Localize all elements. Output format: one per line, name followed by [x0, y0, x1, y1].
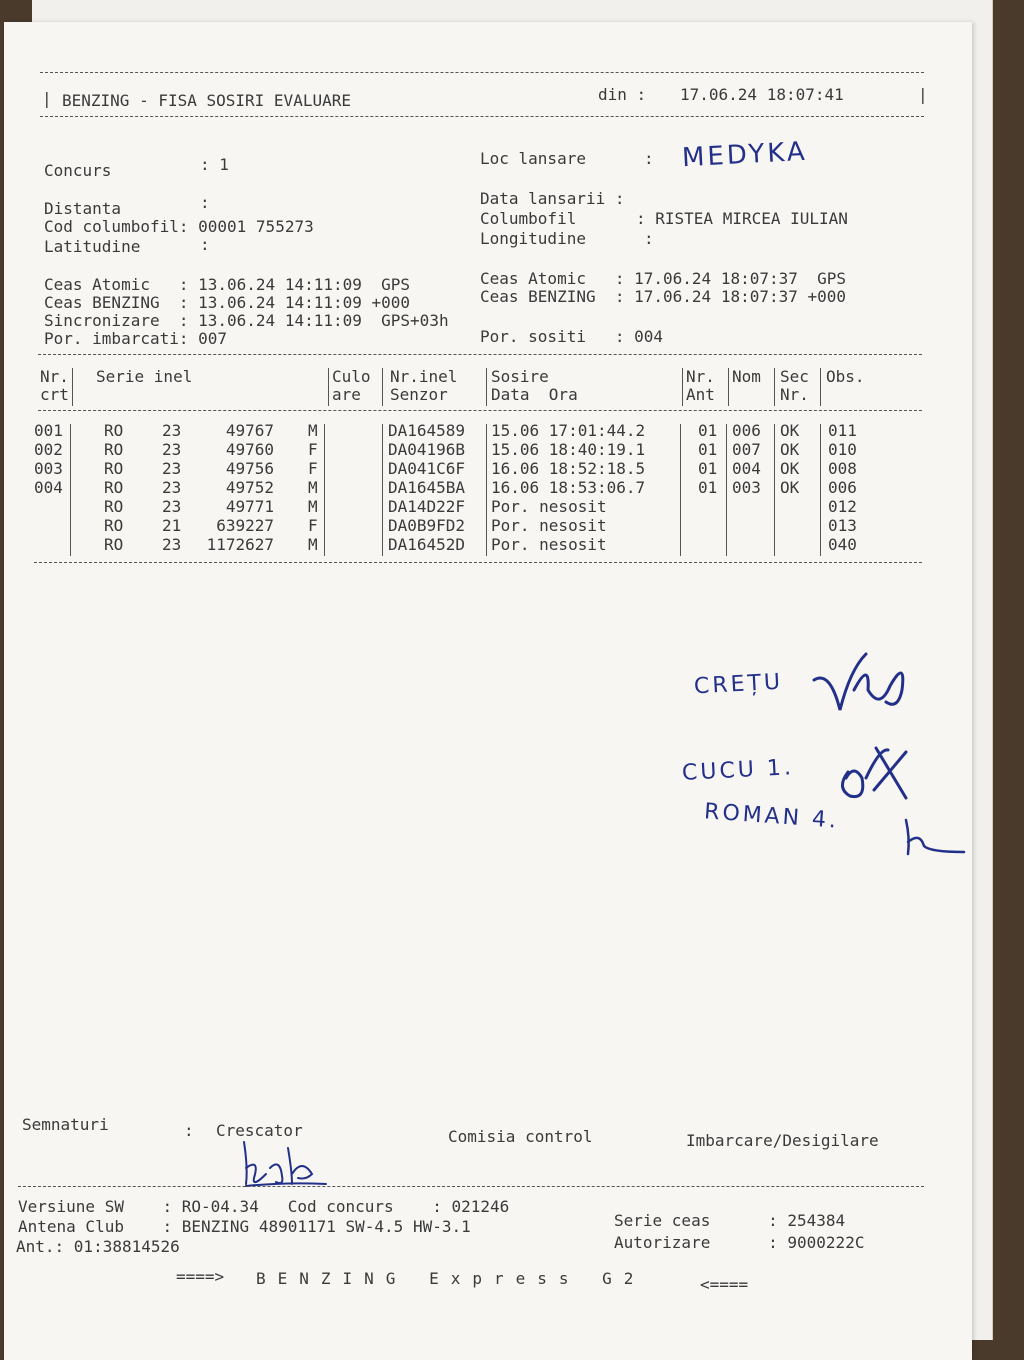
cell-sex: M	[308, 535, 318, 554]
col-separator	[382, 368, 383, 406]
report-datetime: 17.06.24 18:07:41	[680, 85, 844, 104]
cell-nom: 006	[732, 421, 761, 440]
columbofil-label: Columbofil	[480, 209, 577, 228]
cell-country: RO	[104, 535, 124, 554]
cell-obs: 006	[828, 478, 857, 497]
crescator-label: Crescator	[216, 1121, 303, 1140]
handwritten-note-roman: ROMAN 4.	[703, 799, 840, 834]
loc-lansare-label: Loc lansare	[480, 149, 586, 168]
col-header-culoare: Culo	[332, 367, 371, 386]
col-header-sosire: Sosire	[491, 367, 549, 386]
cell-year: 23	[162, 421, 182, 440]
concurs-value: : 1	[200, 155, 229, 174]
printout-sheet	[4, 22, 972, 1360]
col-header-nr: Nr.	[40, 367, 69, 386]
cell-sensor: DA04196B	[388, 440, 466, 459]
col-separator	[382, 424, 383, 556]
cell-sec: OK	[780, 459, 800, 478]
banner-text: BENZING Express G2	[256, 1269, 646, 1288]
serie-ceas-line: Serie ceas : 254384	[614, 1211, 846, 1230]
col-separator	[774, 368, 775, 406]
cell-country: RO	[104, 497, 124, 516]
signature-cucu	[836, 738, 926, 808]
cell-country: RO	[104, 516, 124, 535]
banner-arrow-left: ====>	[176, 1267, 225, 1286]
col-separator	[70, 424, 71, 556]
concurs-label: Concurs	[44, 161, 112, 180]
col-header-ant2: Ant	[686, 385, 715, 404]
cell-sosire: 16.06 18:52:18.5	[491, 459, 646, 478]
col-separator	[324, 424, 325, 556]
cell-year: 21	[162, 516, 182, 535]
cell-country: RO	[104, 440, 124, 459]
ceas-benzing-end: Ceas BENZING : 17.06.24 18:07:37 +000	[480, 287, 847, 306]
col-separator	[774, 424, 775, 556]
col-separator	[728, 368, 729, 406]
divider	[18, 1186, 924, 1187]
cell-sex: M	[308, 497, 318, 516]
cell-year: 23	[162, 535, 182, 554]
cell-ring: 639227	[216, 516, 274, 535]
cell-ring: 49752	[225, 478, 274, 497]
data-lansarii-label: Data lansarii :	[480, 189, 625, 208]
header-bar-right: |	[918, 85, 928, 104]
col-header-crt: crt	[40, 385, 69, 404]
latitudine-sep: :	[200, 235, 210, 254]
cell-obs: 013	[828, 516, 857, 535]
cell-year: 23	[162, 497, 182, 516]
cell-ant: 01	[698, 459, 718, 478]
divider	[38, 354, 922, 355]
col-separator	[682, 368, 683, 406]
col-header-are: are	[332, 385, 361, 404]
cell-sensor: DA041C6F	[388, 459, 466, 478]
cell-year: 23	[162, 478, 182, 497]
ant-line: Ant.: 01:38814526	[16, 1237, 180, 1256]
cell-sosire: Por. nesosit	[491, 497, 607, 516]
cell-ant: 01	[698, 440, 718, 459]
col-header-nr-inel: Nr.inel	[390, 367, 458, 386]
cell-obs: 012	[828, 497, 857, 516]
cell-sex: F	[308, 459, 318, 478]
longitudine-label: Longitudine	[480, 229, 586, 248]
cell-ring: 49756	[225, 459, 274, 478]
cell-year: 23	[162, 440, 182, 459]
cell-sensor: DA164589	[388, 421, 466, 440]
cell-crt: 003	[34, 459, 63, 478]
signature-roman	[900, 818, 970, 864]
col-header-obs: Obs.	[826, 367, 865, 386]
por-imbarcati: Por. imbarcati: 007	[44, 329, 228, 348]
cell-sex: M	[308, 478, 318, 497]
cell-sex: F	[308, 440, 318, 459]
handwritten-note-cucu: CUCU 1.	[681, 755, 795, 786]
cell-sensor: DA0B9FD2	[388, 516, 466, 535]
col-header-ant: Nr.	[686, 367, 715, 386]
col-separator	[820, 424, 821, 556]
cell-sec: OK	[780, 478, 800, 497]
ceas-atomic-start: Ceas Atomic : 13.06.24 14:11:09 GPS	[44, 275, 411, 294]
cell-ant: 01	[698, 478, 718, 497]
divider	[38, 410, 922, 411]
semnaturi-sep: :	[184, 1121, 194, 1140]
distanta-sep: :	[200, 193, 210, 212]
cell-sec: OK	[780, 440, 800, 459]
semnaturi-label: Semnaturi	[22, 1115, 109, 1134]
cell-sex: F	[308, 516, 318, 535]
banner-arrow-right: <====	[700, 1275, 749, 1294]
cell-obs: 011	[828, 421, 857, 440]
cell-year: 23	[162, 459, 182, 478]
col-separator	[486, 368, 487, 406]
columbofil-value: : RISTEA MIRCEA IULIAN	[636, 209, 848, 228]
col-header-nr2: Nr.	[780, 385, 809, 404]
col-separator	[72, 368, 73, 406]
antena-line: Antena Club : BENZING 48901171 SW-4.5 HW-3.1	[18, 1217, 471, 1236]
col-header-nom: Nom	[732, 367, 761, 386]
autorizare-line: Autorizare : 9000222C	[614, 1233, 865, 1252]
cell-sensor: DA14D22F	[388, 497, 466, 516]
sincronizare: Sincronizare : 13.06.24 14:11:09 GPS+03h	[44, 311, 449, 330]
cell-sosire: 15.06 18:40:19.1	[491, 440, 646, 459]
col-header-senzor: Senzor	[390, 385, 448, 404]
cell-obs: 010	[828, 440, 857, 459]
cell-ring: 49771	[225, 497, 274, 516]
cell-sosire: Por. nesosit	[491, 535, 607, 554]
cell-sex: M	[308, 421, 318, 440]
loc-lansare-sep: :	[644, 149, 654, 168]
cell-sensor: DA16452D	[388, 535, 466, 554]
longitudine-sep: :	[644, 229, 654, 248]
handwritten-note-cretu: CREȚU	[693, 669, 784, 700]
cell-ring: 49767	[225, 421, 274, 440]
din-label: din :	[598, 85, 647, 104]
cell-sensor: DA1645BA	[388, 478, 466, 497]
cell-country: RO	[104, 459, 124, 478]
cell-ant: 01	[698, 421, 718, 440]
header-bar-left: |	[42, 89, 52, 108]
cell-sosire: 16.06 18:53:06.7	[491, 478, 646, 497]
divider	[40, 72, 924, 73]
cell-sec: OK	[780, 421, 800, 440]
cell-country: RO	[104, 421, 124, 440]
page-title: BENZING - FISA SOSIRI EVALUARE	[62, 91, 351, 110]
cell-ring: 49760	[225, 440, 274, 459]
ceas-atomic-end: Ceas Atomic : 17.06.24 18:07:37 GPS	[480, 269, 847, 288]
comisia-label: Comisia control	[448, 1127, 593, 1146]
col-separator	[726, 424, 727, 556]
distanta-label: Distanta	[44, 199, 122, 218]
cell-obs: 008	[828, 459, 857, 478]
versiune-line: Versiune SW : RO-04.34 Cod concurs : 021246	[18, 1197, 510, 1216]
col-separator	[820, 368, 821, 406]
cell-crt: 002	[34, 440, 63, 459]
col-separator	[680, 424, 681, 556]
loc-lansare-handwritten: MEDYKA	[681, 136, 809, 174]
cell-nom: 004	[732, 459, 761, 478]
divider	[40, 116, 924, 117]
col-separator	[486, 424, 487, 556]
signature-cretu	[810, 650, 930, 720]
col-header-serie: Serie inel	[96, 367, 193, 386]
col-header-data-ora: Data Ora	[491, 385, 578, 404]
divider	[34, 562, 922, 563]
cell-crt: 001	[34, 421, 63, 440]
col-separator	[328, 368, 329, 406]
latitudine-label: Latitudine	[44, 237, 141, 256]
col-header-sec: Sec	[780, 367, 809, 386]
cell-nom: 003	[732, 478, 761, 497]
cell-nom: 007	[732, 440, 761, 459]
cell-sosire: 15.06 17:01:44.2	[491, 421, 646, 440]
cell-obs: 040	[828, 535, 857, 554]
cell-ring: 1172627	[206, 535, 274, 554]
ceas-benzing-start: Ceas BENZING : 13.06.24 14:11:09 +000	[44, 293, 411, 312]
cell-sosire: Por. nesosit	[491, 516, 607, 535]
por-sositi: Por. sositi : 004	[480, 327, 664, 346]
cell-crt: 004	[34, 478, 63, 497]
cod-columbofil: Cod columbofil: 00001 755273	[44, 217, 314, 236]
imbarcare-label: Imbarcare/Desigilare	[686, 1131, 879, 1150]
cell-country: RO	[104, 478, 124, 497]
